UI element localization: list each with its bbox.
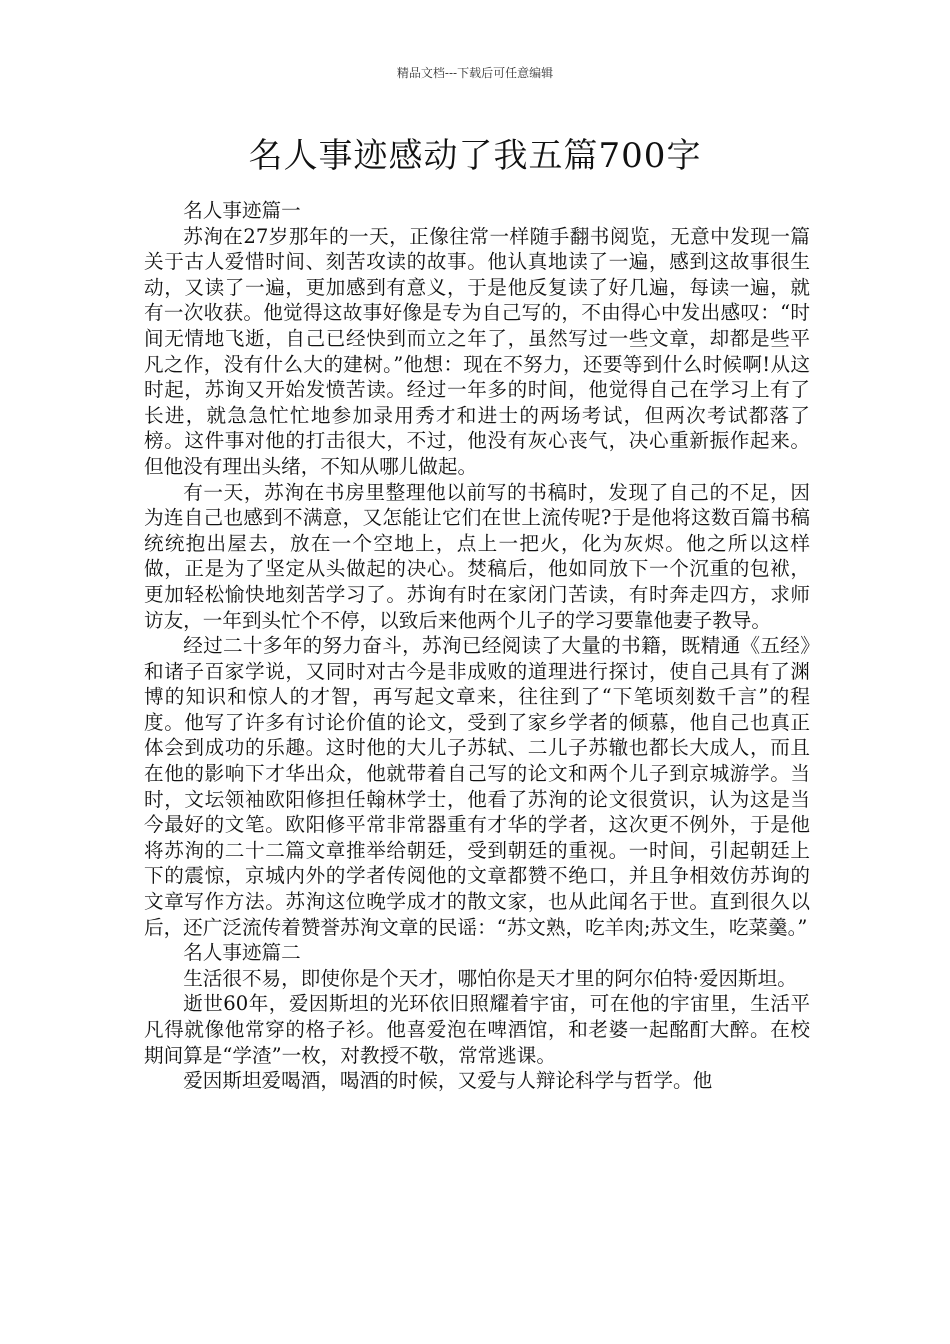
paragraph: 爱因斯坦爱喝酒，喝酒的时候，又爱与人辩论科学与哲学。他: [183, 1069, 713, 1093]
paragraph: 有一天，苏洵在书房里整理他以前写的书稿时，发现了自己的不足，因为连自己也感到不满意，又怎能让它们在世上流传呢?于是他将这数百篇书稿统统抱出屋去，放在一个空地上，点上一把火，化为灰烬。他之所以这样做，正是为了坚定从头做起的决心。焚稿后，他如同放下一个沉重的包袱，更加轻松愉快地刻苦学习了。苏询有时在家闭门苦读，有时奔走四方，求师访友，一年到头忙个不停，以致后来他两个儿子的学习要靠他妻子教导。: [144, 480, 810, 632]
paragraph: 苏洵在27岁那年的一天，正像往常一样随手翻书阅览，无意中发现一篇关于古人爱惜时间、刻苦攻读的故事。他认真地读了一遍，感到这故事很生动，又读了一遍，更加感到有意义，于是他反复读了好几遍，每读一遍，就有一次收获。他觉得这故事好像是专为自己写的，不由得心中发出感叹：“时间无情地飞逝，自己已经快到而立之年了，虽然写过一些文章，却都是些平凡之作，没有什么大的建树。”他想：现在不努力，还要等到什么时候啊!从这时起，苏询又开始发愤苦读。经过一年多的时间，他觉得自己在学习上有了长进，就急急忙忙地参加录用秀才和进士的两场考试，但两次考试都落了榜。这件事对他的打击很大，不过，他没有灰心丧气，决心重新振作起来。但他没有理出头绪，不知从哪儿做起。: [144, 224, 810, 478]
paragraph: 逝世60年，爱因斯坦的光环依旧照耀着宇宙，可在他的宇宙里，生活平凡得就像他常穿的格子衫。他喜爱泡在啤酒馆，和老婆一起酩酊大醉。在校期间算是“学渣”一枚，对教授不敬，常常逃课。: [144, 992, 810, 1067]
page-header: 精品文档---下载后可任意编辑: [396, 66, 554, 80]
paragraph: 经过二十多年的努力奋斗，苏洵已经阅读了大量的书籍，既精通《五经》和诸子百家学说，又同时对古今是非成败的道理进行探讨，使自己具有了渊博的知识和惊人的才智，再写起文章来，往往到了“下笔顷刻数千言”的程度。他写了许多有讨论价值的论文，受到了家乡学者的倾慕，他自己也真正体会到成功的乐趣。这时他的大儿子苏轼、二儿子苏辙也都长大成人，而且在他的影响下才华出众，他就带着自己写的论文和两个儿子到京城游学。当时，文坛领袖欧阳修担任翰林学士，他看了苏洵的论文很赏识，认为这是当今最好的文笔。欧阳修平常非常器重有才华的学者，这次更不例外，于是他将苏洵的二十二篇文章推举给朝廷，受到朝廷的重视。一时间，引起朝廷上下的震惊，京城内外的学者传阅他的文章都赞不绝口，并且争相效仿苏询的文章写作方法。苏洵这位晚学成才的散文家，也从此闻名于世。直到很久以后，还广泛流传着赞誉苏洵文章的民谣：“苏文熟，吃羊肉;苏文生，吃菜羹。”: [144, 634, 810, 939]
section-heading-2: 名人事迹篇二: [183, 941, 301, 965]
document-body: [144, 198, 810, 1094]
document-title: 名人事迹感动了我五篇700字: [248, 136, 702, 176]
section-heading-1: 名人事迹篇一: [183, 199, 301, 222]
paragraph: 生活很不易，即使你是个天才，哪怕你是天才里的阿尔伯特·爱因斯坦。: [183, 966, 797, 990]
